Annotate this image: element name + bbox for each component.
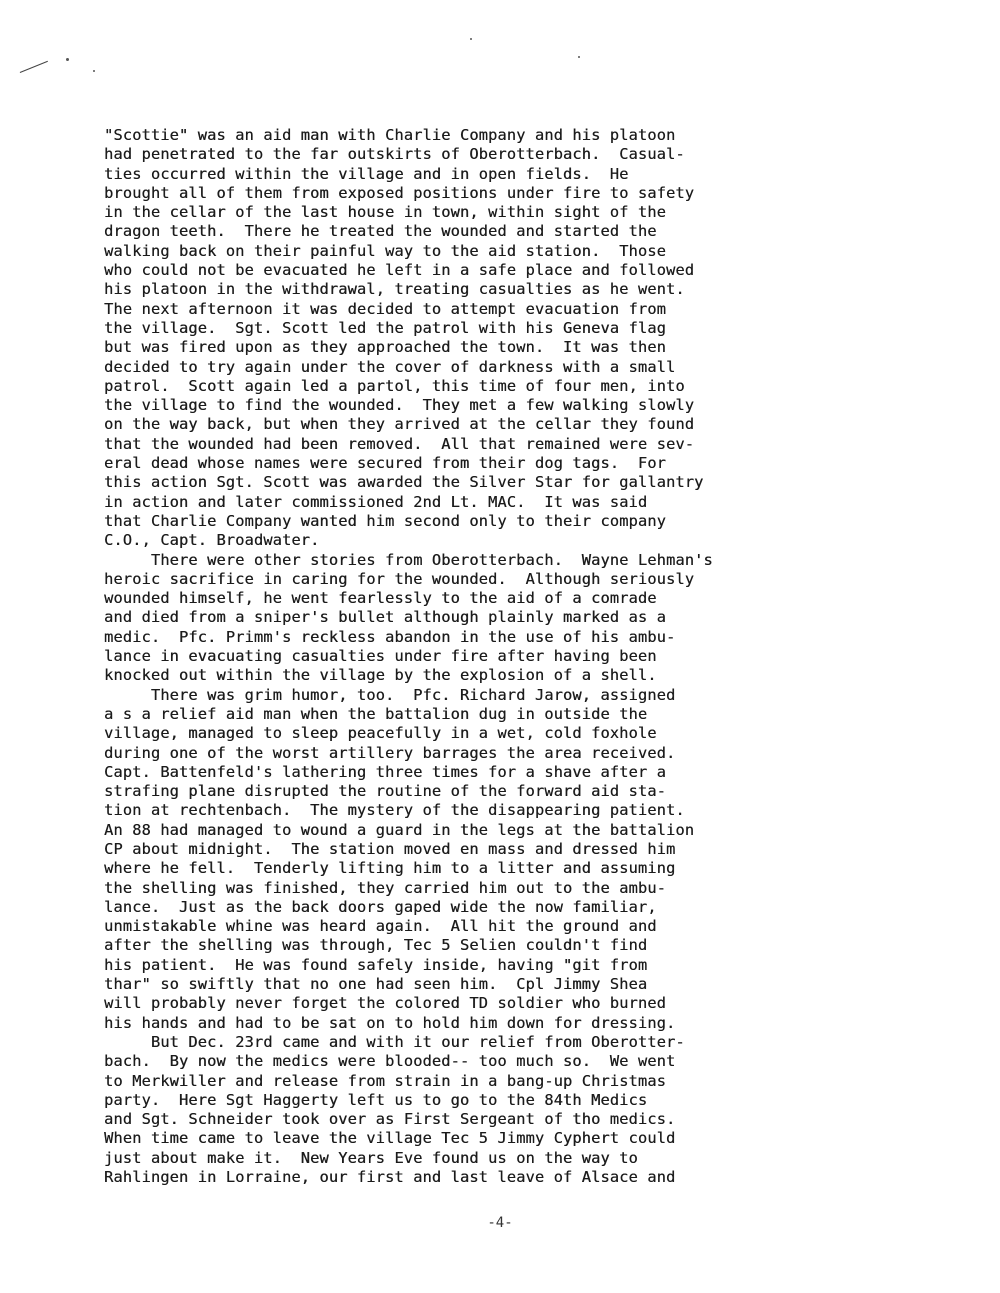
text-line: When time came to leave the village Tec 5 Jimmy Cyphert could xyxy=(104,1129,676,1148)
text-line: heroic sacrifice in caring for the wounded. Although seriously xyxy=(104,569,695,588)
text-line: But Dec. 23rd came and with it our relief from Oberotter- xyxy=(104,1032,685,1051)
text-line: patrol. Scott again led a partol, this time of four men, into xyxy=(104,376,685,395)
text-line: There was grim humor, too. Pfc. Richard Jarow, assigned xyxy=(104,685,676,704)
text-line: bach. By now the medics were blooded-- too much so. We went xyxy=(104,1052,676,1071)
text-line: lance in evacuating casualties under fire after having been xyxy=(104,647,657,666)
paper-speck xyxy=(578,56,580,58)
text-line: ties occurred within the village and in open fields. He xyxy=(104,164,629,183)
text-line: CP about midnight. The station moved en mass and dressed him xyxy=(104,839,676,858)
text-line: C.O., Capt. Broadwater. xyxy=(104,531,320,550)
text-line: will probably never forget the colored TD soldier who burned xyxy=(104,994,666,1013)
text-line: and Sgt. Schneider took over as First Sergeant of tho medics. xyxy=(104,1110,676,1129)
text-line: this action Sgt. Scott was awarded the Silver Star for gallantry xyxy=(104,473,704,492)
text-line: a s a relief aid man when the battalion dug in outside the xyxy=(104,704,648,723)
text-line: in action and later commissioned 2nd Lt. MAC. It was said xyxy=(104,492,648,511)
paper-speck xyxy=(93,70,95,72)
text-line: after the shelling was through, Tec 5 Selien couldn't find xyxy=(104,936,648,955)
text-line: had penetrated to the far outskirts of Oberotterbach. Casual- xyxy=(104,145,685,164)
text-line: The next afternoon it was decided to attempt evacuation from xyxy=(104,299,666,318)
text-line: on the way back, but when they arrived at the cellar they found xyxy=(104,415,695,434)
text-line: Rahlingen in Lorraine, our first and last leave of Alsace and xyxy=(104,1168,676,1187)
text-line: but was fired upon as they approached the town. It was then xyxy=(104,338,666,357)
text-line: during one of the worst artillery barrages the area received. xyxy=(104,743,676,762)
text-line: in the cellar of the last house in town, within sight of the xyxy=(104,203,666,222)
text-line: dragon teeth. There he treated the wounded and started the xyxy=(104,222,657,241)
text-line: and died from a sniper's bullet although plainly marked as a xyxy=(104,608,666,627)
text-line: walking back on their painful way to the aid station. Those xyxy=(104,241,666,260)
text-line: brought all of them from exposed positions under fire to safety xyxy=(104,183,695,202)
text-line: that the wounded had been removed. All that remained were sev- xyxy=(104,434,695,453)
text-line: his platoon in the withdrawal, treating casualties as he went. xyxy=(104,280,685,299)
text-line: his hands and had to be sat on to hold him down for dressing. xyxy=(104,1013,676,1032)
paper-speck xyxy=(470,38,472,40)
page-number: -4- xyxy=(487,1215,513,1231)
text-line: party. Here Sgt Haggerty left us to go to the 84th Medics xyxy=(104,1090,648,1109)
text-line: his patient. He was found safely inside, having "git from xyxy=(104,955,648,974)
text-line: lance. Just as the back doors gaped wide the now familiar, xyxy=(104,897,657,916)
text-line: eral dead whose names were secured from their dog tags. For xyxy=(104,454,666,473)
text-line: strafing plane disrupted the routine of the forward aid sta- xyxy=(104,782,666,801)
text-line: who could not be evacuated he left in a safe place and followed xyxy=(104,261,695,280)
text-line: just about make it. New Years Eve found us on the way to xyxy=(104,1148,638,1167)
text-line: "Scottie" was an aid man with Charlie Company and his platoon xyxy=(104,126,676,144)
text-line: decided to try again under the cover of darkness with a small xyxy=(104,357,676,376)
text-line: the village to find the wounded. They met a few walking slowly xyxy=(104,396,695,415)
text-line: where he fell. Tenderly lifting him to a litter and assuming xyxy=(104,859,676,878)
text-line: medic. Pfc. Primm's reckless abandon in the use of his ambu- xyxy=(104,627,676,646)
text-line: village, managed to sleep peacefully in a wet, cold foxhole xyxy=(104,724,657,743)
text-line: tion at rechtenbach. The mystery of the disappearing patient. xyxy=(104,801,685,820)
text-line: to Merkwiller and release from strain in a bang-up Christmas xyxy=(104,1071,666,1090)
paper-speck xyxy=(66,58,69,61)
text-line: unmistakable whine was heard again. All hit the ground and xyxy=(104,917,657,936)
text-line: There were other stories from Oberotterbach. Wayne Lehman's xyxy=(104,550,713,569)
document-body xyxy=(104,126,924,1187)
text-line: the village. Sgt. Scott led the patrol with his Geneva flag xyxy=(104,318,666,337)
margin-pencil-mark xyxy=(20,61,48,73)
text-line: Capt. Battenfeld's lathering three times for a shave after a xyxy=(104,762,666,781)
text-line: An 88 had managed to wound a guard in the legs at the battalion xyxy=(104,820,695,839)
text-line: that Charlie Company wanted him second only to their company xyxy=(104,511,666,530)
text-line: knocked out within the village by the explosion of a shell. xyxy=(104,666,657,685)
text-line: wounded himself, he went fearlessly to the aid of a comrade xyxy=(104,589,657,608)
text-line: the shelling was finished, they carried him out to the ambu- xyxy=(104,878,666,897)
text-line: thar" so swiftly that no one had seen him. Cpl Jimmy Shea xyxy=(104,975,648,994)
